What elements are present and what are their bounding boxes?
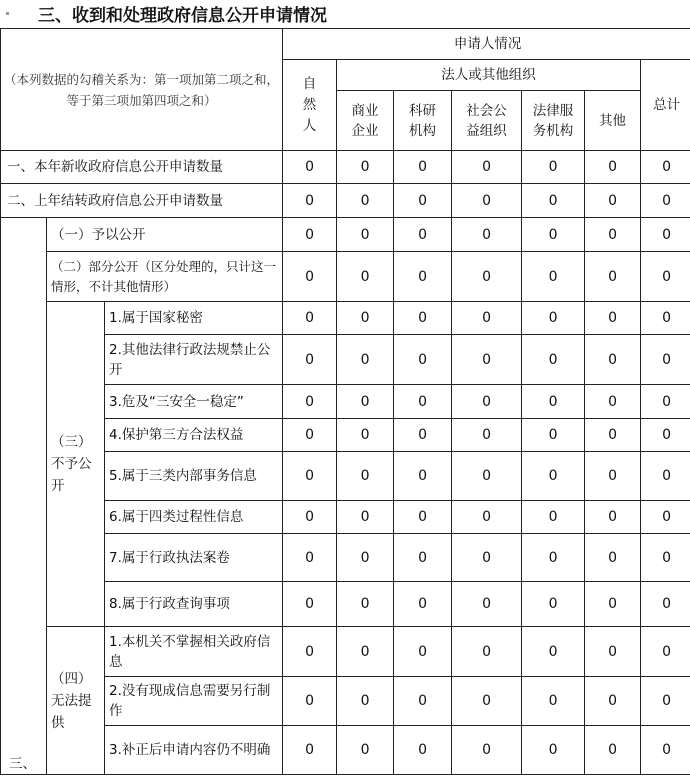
value-cell: 0 [452, 582, 522, 627]
value-cell: 0 [641, 501, 690, 534]
value-cell: 0 [452, 627, 522, 677]
value-cell: 0 [585, 218, 641, 252]
value-cell: 0 [283, 184, 337, 218]
value-cell: 0 [452, 252, 522, 302]
row-label: 6.属于四类过程性信息 [105, 501, 283, 534]
value-cell: 0 [641, 419, 690, 452]
value-cell: 0 [337, 726, 394, 775]
section-title: 三、收到和处理政府信息公开申请情况 [38, 6, 327, 26]
value-cell: 0 [283, 452, 337, 501]
value-cell: 0 [337, 452, 394, 501]
table-row [1, 302, 690, 335]
value-cell: 0 [452, 726, 522, 775]
value-cell: 0 [394, 726, 452, 775]
value-cell: 0 [585, 151, 641, 184]
table-note-cell [1, 29, 283, 151]
value-cell: 0 [337, 252, 394, 302]
value-cell: 0 [283, 419, 337, 452]
not-disclose-group-text: （三）不予公开 [51, 434, 92, 494]
value-cell: 0 [337, 151, 394, 184]
value-cell: 0 [522, 419, 585, 452]
row-label: 1.本机关不掌握相关政府信息 [105, 627, 283, 677]
value-cell: 0 [283, 726, 337, 775]
value-cell: 0 [522, 627, 585, 677]
value-cell: 0 [283, 677, 337, 726]
unable-group-label [47, 627, 105, 775]
row-label: 2.其他法律行政法规禁止公开 [105, 335, 283, 385]
table-note: （本列数据的勾稽关系为：第一项加第二项之和，等于第三项加第四项之和） [4, 71, 280, 108]
table-row [1, 726, 690, 775]
header-row-1 [1, 29, 690, 60]
value-cell: 0 [337, 501, 394, 534]
value-cell: 0 [283, 501, 337, 534]
row-label: 3.危及“三安全一稳定” [105, 385, 283, 419]
value-cell: 0 [394, 419, 452, 452]
value-cell: 0 [585, 452, 641, 501]
legal-service-header [522, 91, 585, 151]
value-cell: 0 [641, 534, 690, 582]
total-header: 总计 [641, 60, 690, 151]
value-cell: 0 [585, 385, 641, 419]
value-cell: 0 [585, 335, 641, 385]
application-statistics-table [0, 28, 690, 775]
value-cell: 0 [394, 627, 452, 677]
value-cell: 0 [337, 218, 394, 252]
value-cell: 0 [394, 252, 452, 302]
value-cell: 0 [641, 677, 690, 726]
value-cell: 0 [585, 501, 641, 534]
table-row [1, 218, 690, 252]
value-cell: 0 [283, 385, 337, 419]
row-label: 8.属于行政查询事项 [105, 582, 283, 627]
table-row [1, 534, 690, 582]
value-cell: 0 [337, 627, 394, 677]
table-row [1, 501, 690, 534]
value-cell: 0 [585, 252, 641, 302]
value-cell: 0 [522, 501, 585, 534]
value-cell: 0 [394, 452, 452, 501]
applicant-situation-header: 申请人情况 [283, 29, 690, 60]
value-cell: 0 [522, 677, 585, 726]
value-cell: 0 [337, 419, 394, 452]
value-cell: 0 [452, 419, 522, 452]
value-cell: 0 [337, 184, 394, 218]
value-cell: 0 [522, 582, 585, 627]
research-label: 科研机构 [409, 102, 437, 139]
natural-person-header [283, 60, 337, 151]
value-cell: 0 [641, 218, 690, 252]
other-header: 其他 [585, 91, 641, 151]
value-cell: 0 [394, 218, 452, 252]
value-cell: 0 [641, 582, 690, 627]
value-cell: 0 [337, 677, 394, 726]
social-welfare-header [452, 91, 522, 151]
value-cell: 0 [452, 501, 522, 534]
table-row [1, 677, 690, 726]
legal-service-label: 法律服务机构 [532, 102, 574, 139]
table-row [1, 184, 690, 218]
value-cell: 0 [394, 184, 452, 218]
value-cell: 0 [283, 627, 337, 677]
table-row [1, 627, 690, 677]
row-label: 4.保护第三方合法权益 [105, 419, 283, 452]
value-cell: 0 [394, 534, 452, 582]
value-cell: 0 [641, 452, 690, 501]
value-cell: 0 [522, 252, 585, 302]
value-cell: 0 [394, 677, 452, 726]
row-label: 7.属于行政执法案卷 [105, 534, 283, 582]
value-cell: 0 [522, 151, 585, 184]
value-cell: 0 [337, 534, 394, 582]
value-cell: 0 [641, 252, 690, 302]
value-cell: 0 [452, 184, 522, 218]
value-cell: 0 [522, 218, 585, 252]
value-cell: 0 [394, 335, 452, 385]
value-cell: 0 [283, 151, 337, 184]
commercial-label: 商业企业 [351, 102, 379, 139]
value-cell: 0 [585, 627, 641, 677]
value-cell: 0 [337, 385, 394, 419]
research-header [394, 91, 452, 151]
table-row [1, 582, 690, 627]
value-cell: 0 [337, 302, 394, 335]
value-cell: 0 [394, 302, 452, 335]
value-cell: 0 [452, 218, 522, 252]
value-cell: 0 [337, 582, 394, 627]
table-row [1, 151, 690, 184]
title-bullet [6, 12, 9, 15]
not-disclose-group-label [47, 302, 105, 627]
value-cell: 0 [394, 385, 452, 419]
row-label: 二、上年结转政府信息公开申请数量 [1, 184, 283, 218]
value-cell: 0 [641, 184, 690, 218]
value-cell: 0 [283, 302, 337, 335]
value-cell: 0 [585, 184, 641, 218]
value-cell: 0 [394, 151, 452, 184]
value-cell: 0 [452, 151, 522, 184]
value-cell: 0 [522, 452, 585, 501]
value-cell: 0 [283, 534, 337, 582]
value-cell: 0 [585, 677, 641, 726]
value-cell: 0 [452, 534, 522, 582]
legal-orgs-header: 法人或其他组织 [337, 60, 641, 91]
row-label: 一、本年新收政府信息公开申请数量 [1, 151, 283, 184]
row-label: 5.属于三类内部事务信息 [105, 452, 283, 501]
value-cell: 0 [522, 726, 585, 775]
value-cell: 0 [452, 302, 522, 335]
value-cell: 0 [283, 252, 337, 302]
value-cell: 0 [522, 534, 585, 582]
value-cell: 0 [394, 582, 452, 627]
value-cell: 0 [522, 385, 585, 419]
value-cell: 0 [585, 726, 641, 775]
table-row [1, 385, 690, 419]
value-cell: 0 [452, 677, 522, 726]
value-cell: 0 [394, 501, 452, 534]
row-label: （一）予以公开 [47, 218, 283, 252]
table-row [1, 452, 690, 501]
value-cell: 0 [522, 335, 585, 385]
value-cell: 0 [522, 184, 585, 218]
value-cell: 0 [452, 335, 522, 385]
value-cell: 0 [337, 335, 394, 385]
value-cell: 0 [585, 302, 641, 335]
value-cell: 0 [641, 385, 690, 419]
value-cell: 0 [283, 218, 337, 252]
value-cell: 0 [641, 335, 690, 385]
value-cell: 0 [585, 534, 641, 582]
value-cell: 0 [585, 419, 641, 452]
value-cell: 0 [452, 452, 522, 501]
row-label: 3.补正后申请内容仍不明确 [105, 726, 283, 775]
value-cell: 0 [283, 335, 337, 385]
row-label: （二）部分公开（区分处理的，只计这一情形，不计其他情形） [47, 252, 283, 302]
section-three-label: 三、 [1, 218, 47, 775]
value-cell: 0 [452, 385, 522, 419]
value-cell: 0 [585, 582, 641, 627]
value-cell: 0 [283, 582, 337, 627]
value-cell: 0 [641, 302, 690, 335]
row-label: 2.没有现成信息需要另行制作 [105, 677, 283, 726]
row-label: 1.属于国家秘密 [105, 302, 283, 335]
commercial-header [337, 91, 394, 151]
value-cell: 0 [641, 726, 690, 775]
value-cell: 0 [522, 302, 585, 335]
value-cell: 0 [641, 627, 690, 677]
value-cell: 0 [641, 151, 690, 184]
table-row [1, 419, 690, 452]
social-welfare-label: 社会公益组织 [466, 102, 507, 139]
table-row [1, 335, 690, 385]
unable-group-text: （四）无法提供 [51, 670, 92, 731]
table-row [1, 252, 690, 302]
natural-person-label: 自然人 [302, 75, 317, 134]
